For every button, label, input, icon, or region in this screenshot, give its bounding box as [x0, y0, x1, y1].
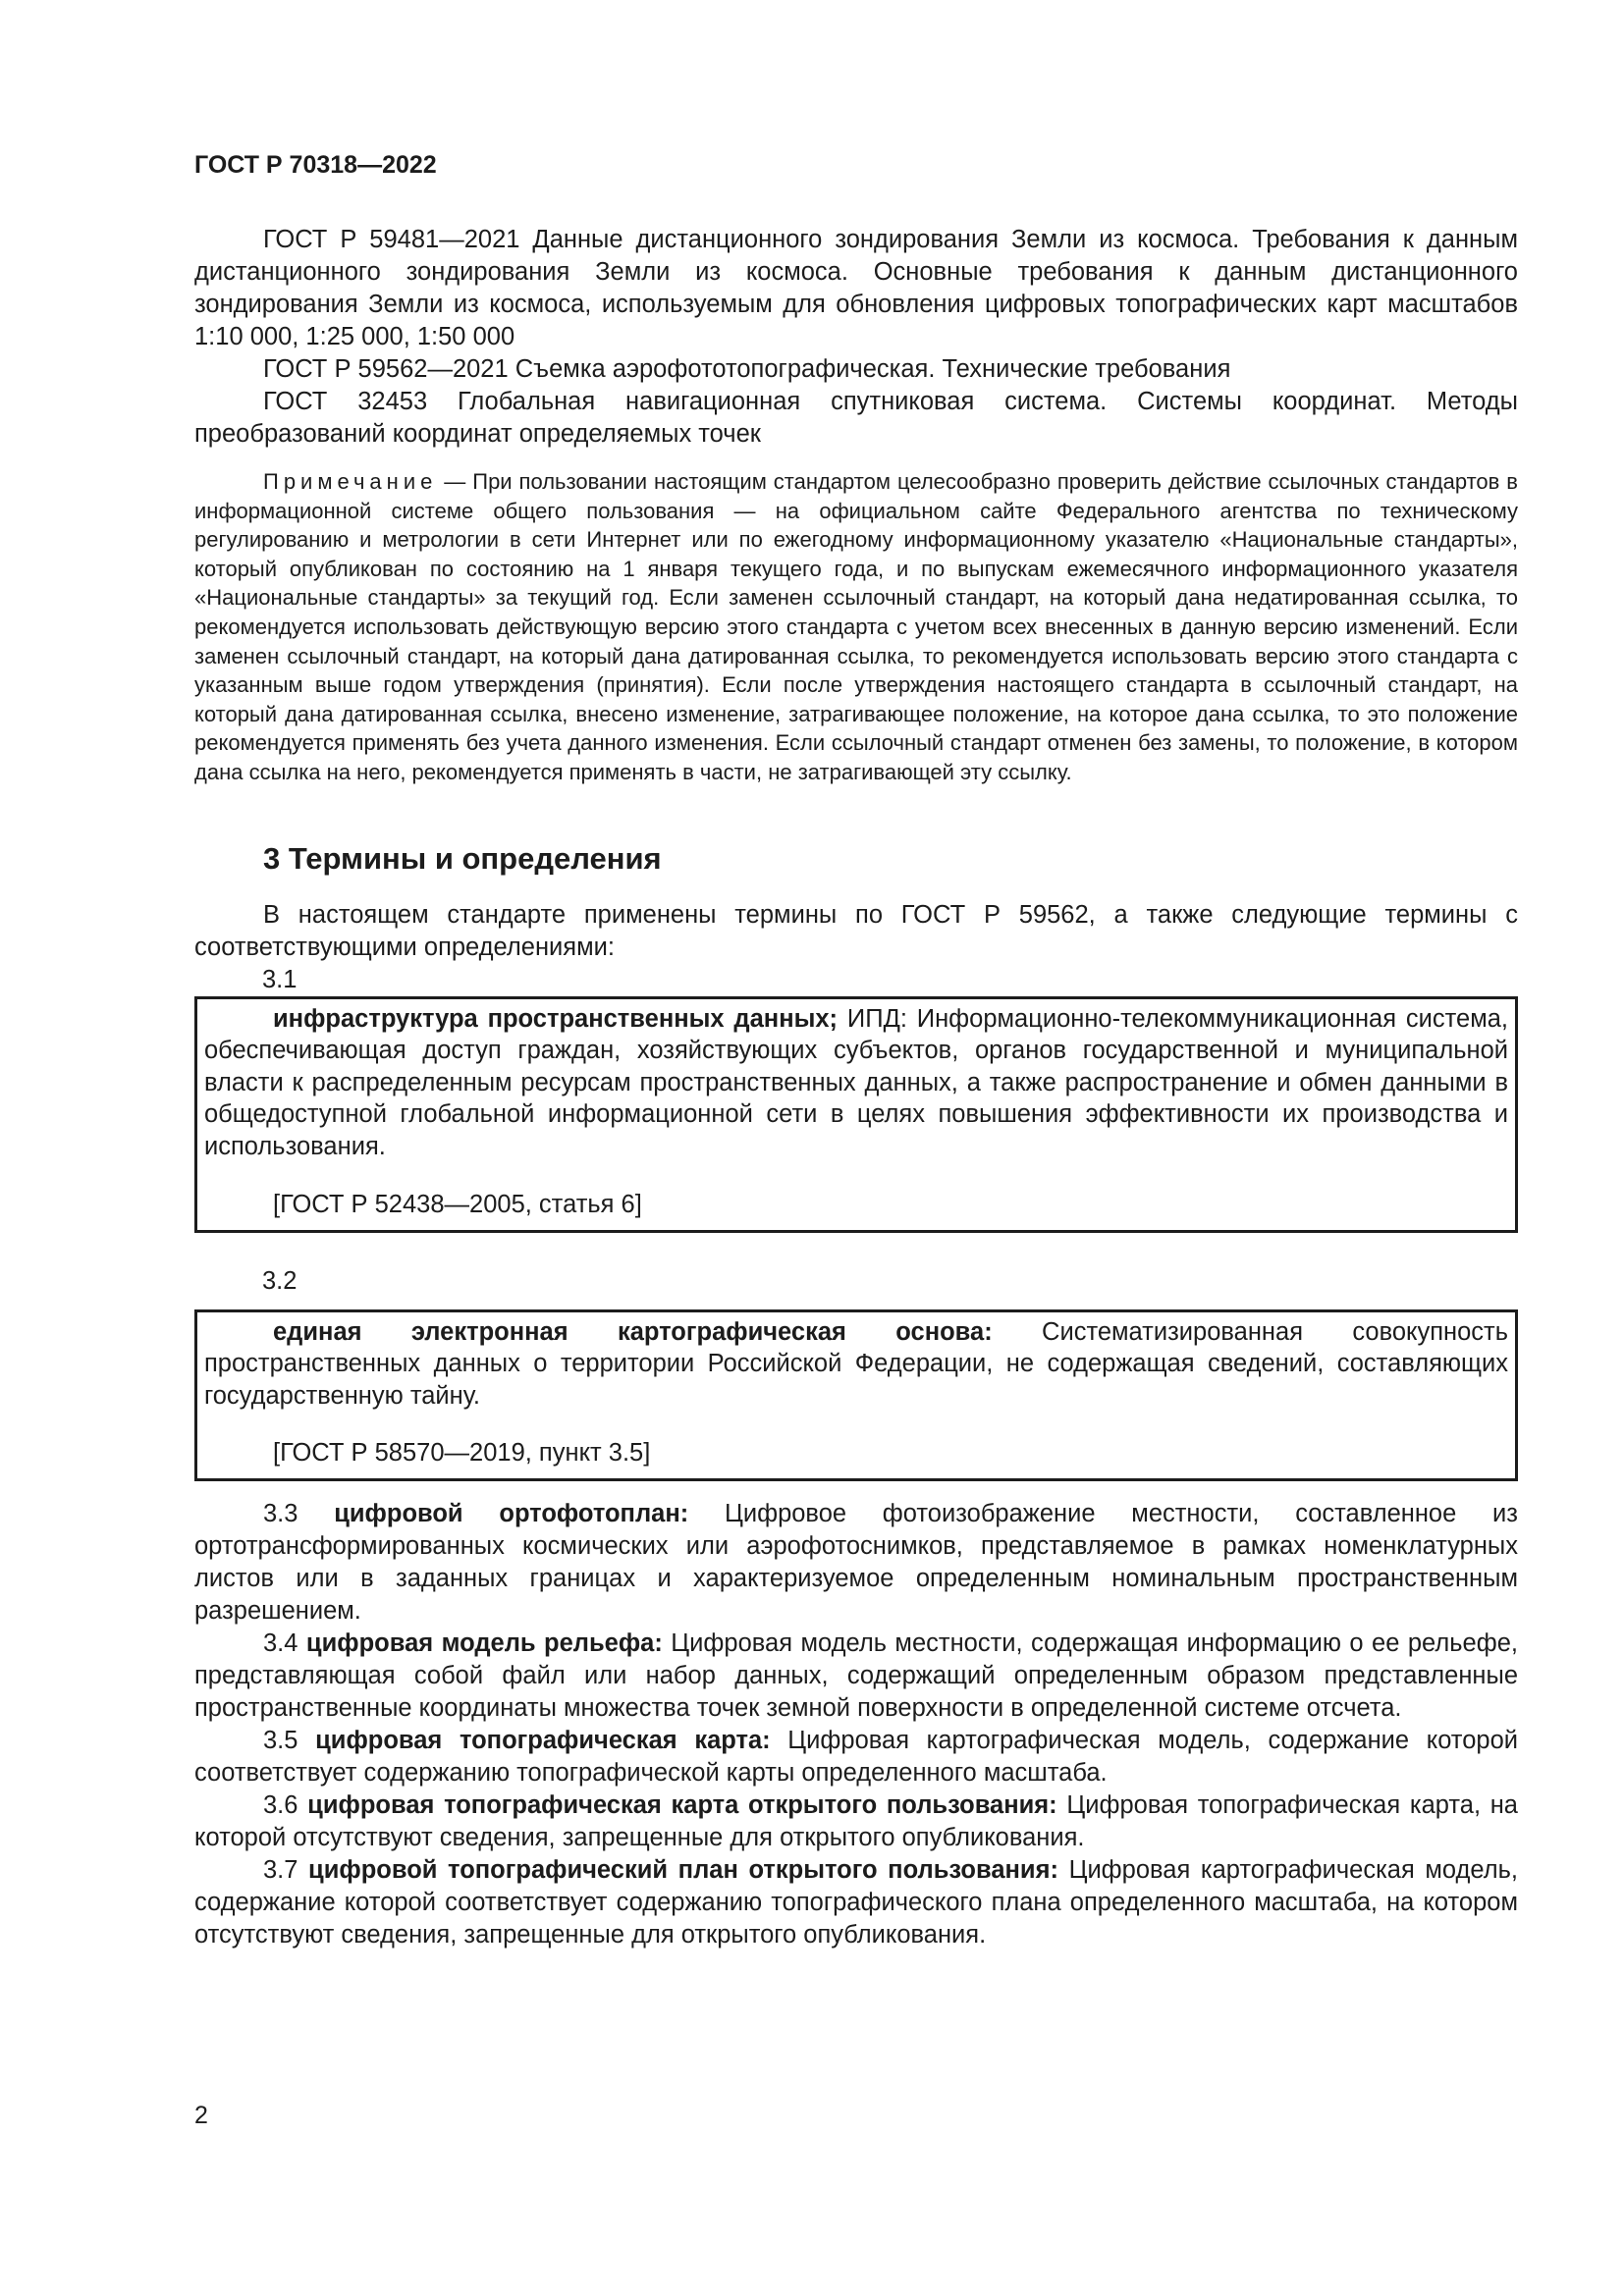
document-code-header: ГОСТ Р 70318—2022 — [194, 151, 437, 179]
term-definition-3-1 — [204, 1003, 1508, 1163]
term-text-3-1: ИПД: Информационно-телекоммуникационная система, обеспечивающая доступ граждан, хозяйствующих субъектов, органов государственной и муниципальной власти к распределенным ресурсам пространственных данных, а также распространение и обмен данными в общедоступной глобальной информационной сети в целях повышения эффективности их производства и использования. — [204, 1004, 1508, 1160]
term-3-7 — [194, 1854, 1518, 1951]
section-3-title: 3 Термины и определения — [263, 840, 662, 876]
term-number-3-4: 3.4 — [263, 1629, 306, 1658]
term-3-6 — [194, 1789, 1518, 1854]
term-name-3-3: цифровой ортофотоплан: — [334, 1500, 689, 1528]
term-name-3-1: инфраструктура пространственных данных; — [273, 1004, 839, 1033]
term-text-3-6: Цифровая топографическая карта, на которой отсутствуют сведения, запрещенные для открытого опубликования. — [194, 1791, 1518, 1852]
term-text-3-2: Систематизированная совокупность пространственных данных о территории Российской Федерации, не содержащая сведений, составляющих государственную тайну. — [204, 1317, 1508, 1410]
note-label: Примечание — [263, 469, 438, 494]
reference-gost-59481: ГОСТ Р 59481—2021 Данные дистанционного зондирования Земли из космоса. Требования к данным дистанционного зондирования Земли из космоса. Основные требования к данным дистанционного зондирования Земли из космоса, используемым для обновления цифровых топографических карт масштабов 1:10 000, 1:25 000, 1:50 000 — [194, 226, 1518, 350]
term-text-3-7: Цифровая картографическая модель, содержание которой соответствует содержанию топографического плана определенного масштаба, на котором отсутствуют сведения, запрещенные для открытого опубликования. — [194, 1856, 1518, 1949]
reference-gost-32453: ГОСТ 32453 Глобальная навигационная спутниковая система. Системы координат. Методы преобразований координат определяемых точек — [194, 388, 1518, 448]
term-number-3-3: 3.3 — [263, 1500, 335, 1528]
term-number-3-1: 3.1 — [262, 965, 298, 993]
term-name-3-5: цифровая топографическая карта: — [315, 1727, 771, 1755]
term-number-3-6: 3.6 — [263, 1791, 308, 1820]
term-box-3-2 — [194, 1309, 1518, 1482]
term-source-3-1: [ГОСТ Р 52438—2005, статья 6] — [273, 1190, 642, 1218]
term-number-3-7: 3.7 — [263, 1856, 309, 1885]
term-3-5 — [194, 1725, 1518, 1789]
term-name-3-6: цифровая топографическая карта открытого пользования: — [307, 1791, 1057, 1820]
term-name-3-2: единая электронная картографическая основа: — [273, 1317, 993, 1346]
term-definition-3-2 — [204, 1316, 1508, 1413]
term-text-3-5: Цифровая картографическая модель, содержание которой соответствует содержанию топографической карты определенного масштаба. — [194, 1727, 1518, 1788]
term-number-3-5: 3.5 — [263, 1727, 316, 1755]
note-text: — При пользовании настоящим стандартом целесообразно проверить действие ссылочных стандартов в информационной системе общего пользования — на официальном сайте Федерального агентства по техническому регулированию и метрологии в сети Интернет или по ежегодному информационному указателю «Национальные стандарты», который опубликован по состоянию на 1 января текущего года, и по выпускам ежемесячного информационного указателя «Национальные стандарты» за текущий год. Если заменен ссылочный стандарт, на который дана недатированная ссылка, то рекомендуется использовать действующую версию этого стандарта с учетом всех внесенных в данную версию изменений. Если заменен ссылочный стандарт, на который дана датированная ссылка, то рекомендуется использовать версию этого стандарта с указанным выше годом утверждения (принятия). Если после утверждения настоящего стандарта в ссылочный стандарт, на который дана датированная ссылка, внесено изменение, затрагивающее положение, на которое дана ссылка, то это положение рекомендуется применять без учета данного изменения. Если ссылочный стандарт отменен без замены, то положение, в котором дана ссылка на него, рекомендуется применять в части, не затрагивающей эту ссылку. — [194, 469, 1518, 784]
section-3-intro: В настоящем стандарте применены термины по ГОСТ Р 59562, а также следующие термины с соответствующими определениями: — [194, 900, 1518, 961]
term-source-3-2: [ГОСТ Р 58570—2019, пункт 3.5] — [273, 1439, 651, 1468]
term-3-3 — [194, 1498, 1518, 1628]
page-number: 2 — [194, 2102, 208, 2129]
term-name-3-7: цифровой топографический план открытого пользования: — [308, 1856, 1058, 1885]
term-text-3-4: Цифровая модель местности, содержащая информацию о ее рельефе, представляющая собой файл или набор данных, содержащий определенным образом представленные пространственные координаты множества точек земной поверхности в определенной системе отсчета. — [194, 1629, 1518, 1723]
term-text-3-3: Цифровое фотоизображение местности, составленное из ортотрансформированных космических или аэрофотоснимков, представляемое в рамках номенклатурных листов или в заданных границах и характеризуемое определенным номинальным пространственным разрешением. — [194, 1500, 1518, 1626]
term-number-3-2: 3.2 — [262, 1266, 298, 1295]
term-name-3-4: цифровая модель рельефа: — [305, 1629, 663, 1658]
term-3-4 — [194, 1628, 1518, 1725]
term-box-3-1 — [194, 996, 1518, 1233]
reference-gost-59562: ГОСТ Р 59562—2021 Съемка аэрофототопографическая. Технические требования — [263, 355, 1231, 383]
page-content — [194, 224, 1518, 1951]
note-paragraph — [194, 467, 1518, 787]
term-definitions-list — [194, 1498, 1518, 1951]
